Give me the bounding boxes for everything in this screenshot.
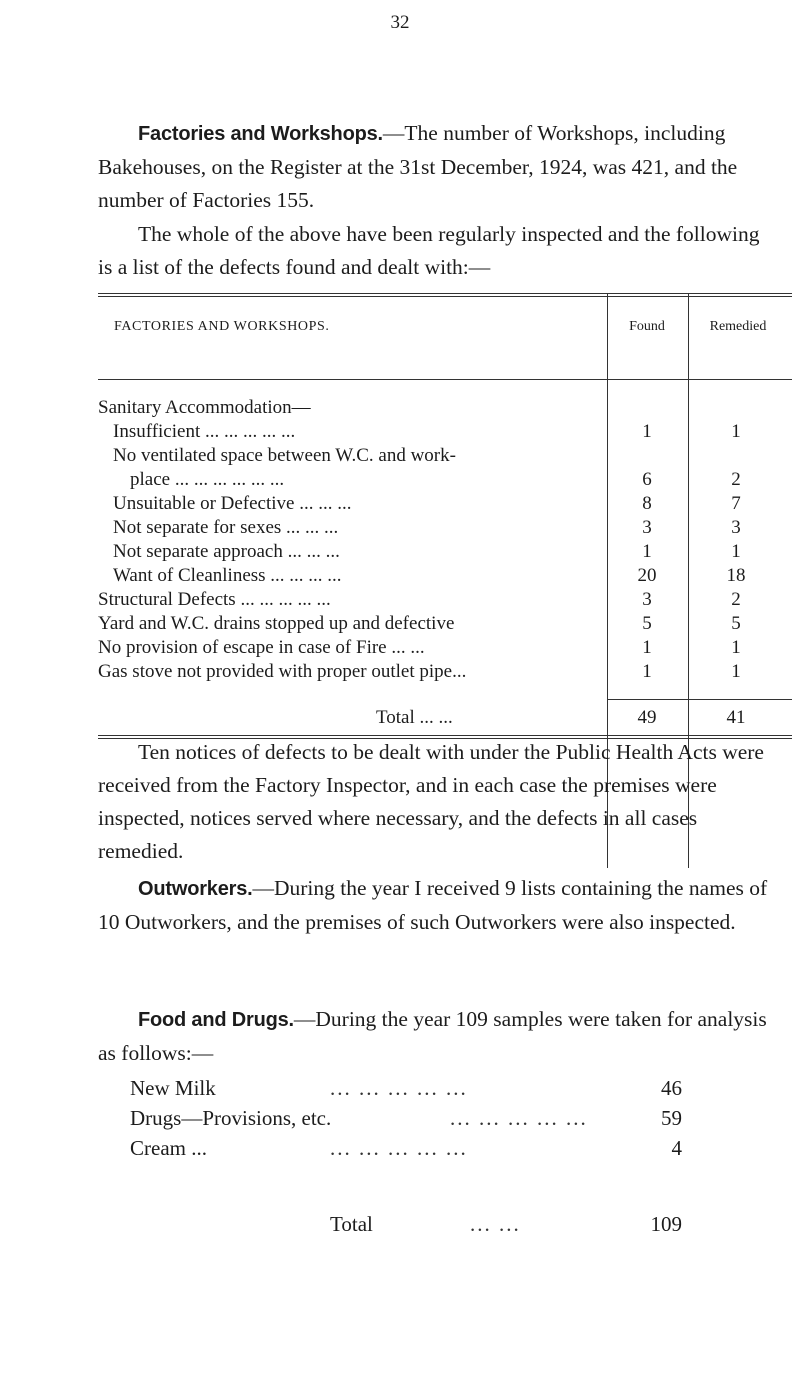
total-label: Total ... ...	[376, 707, 453, 728]
page-number: 32	[390, 12, 410, 33]
header-category: FACTORIES AND WORKSHOPS.	[114, 319, 330, 334]
intro-paragraph: The whole of the above have been regularly inspected and the following is a list of the defects found and dealt with:—	[98, 222, 760, 279]
food-item-label: Cream ...	[130, 1136, 207, 1160]
outworkers-paragraph	[98, 872, 770, 939]
row-found: 1	[642, 637, 652, 658]
factories-text: —The number of Workshops, including Bakehouses, on the Register at the 31st December, 1924, was 421, and the number of Factories 155.	[98, 121, 738, 212]
table-row	[98, 588, 792, 612]
table-row	[98, 396, 792, 420]
table-row	[98, 444, 792, 468]
row-label: Insufficient ... ... ... ... ...	[113, 421, 296, 442]
header-found: Found	[629, 319, 665, 334]
row-label: Unsuitable or Defective ... ... ...	[113, 493, 352, 514]
leader-dots: ... ... ... ... ...	[330, 1136, 468, 1160]
food-item-value: 46	[661, 1076, 682, 1100]
header-remedied: Remedied	[709, 319, 767, 334]
row-found: 6	[642, 469, 652, 490]
row-found: 20	[637, 565, 657, 586]
row-label: Structural Defects ... ... ... ... ...	[98, 589, 331, 610]
row-label: Gas stove not provided with proper outlet pipe...	[98, 661, 467, 682]
table-row	[98, 612, 792, 636]
row-found: 1	[642, 541, 652, 562]
row-label: place ... ... ... ... ... ...	[130, 469, 285, 490]
total-found: 49	[637, 707, 657, 728]
table-row	[98, 468, 792, 492]
table-total-row	[98, 706, 792, 730]
row-label: Yard and W.C. drains stopped up and defective	[98, 613, 455, 634]
row-remedied: 1	[731, 421, 741, 442]
row-found: 1	[642, 421, 652, 442]
food-item-value: 4	[671, 1136, 682, 1160]
food-item	[130, 1104, 682, 1132]
row-remedied: 1	[731, 661, 741, 682]
table-row	[98, 660, 792, 684]
row-remedied: 2	[731, 469, 741, 490]
row-found: 3	[642, 589, 652, 610]
food-text: —During the year 109 samples were taken for analysis as follows:—	[98, 1007, 767, 1065]
row-found: 5	[642, 613, 652, 634]
row-label: No provision of escape in case of Fire ... ...	[98, 637, 425, 658]
row-remedied: 3	[731, 517, 741, 538]
row-label: Not separate for sexes ... ... ...	[113, 517, 339, 538]
food-paragraph	[98, 1003, 770, 1070]
factories-paragraph	[98, 117, 770, 217]
total-remedied: 41	[726, 707, 746, 728]
row-remedied: 5	[731, 613, 741, 634]
outworkers-text: —During the year I received 9 lists containing the names of 10 Outworkers, and the premises of such Outworkers were also inspected.	[98, 876, 768, 934]
table-row	[98, 540, 792, 564]
outworkers-heading: Outworkers.	[138, 878, 253, 900]
food-item-label: Drugs—Provisions, etc.	[130, 1106, 332, 1130]
table-row	[98, 636, 792, 660]
row-label: Sanitary Accommodation—	[98, 397, 311, 418]
food-heading: Food and Drugs.	[138, 1009, 294, 1031]
food-total-value: 109	[650, 1212, 682, 1236]
row-remedied: 1	[731, 637, 741, 658]
leader-dots: ... ... ... ... ...	[450, 1106, 588, 1130]
row-found: 3	[642, 517, 652, 538]
row-label: Not separate approach ... ... ...	[113, 541, 340, 562]
row-remedied: 7	[731, 493, 741, 514]
row-label: No ventilated space between W.C. and work-	[113, 445, 456, 466]
leader-dots: ... ... ... ... ...	[330, 1076, 468, 1100]
notices-paragraph: Ten notices of defects to be dealt with under the Public Health Acts were received from the Factory Inspector, and in each case the premises were inspected, notices served where necessary, and the defects in all cases remedied.	[98, 740, 764, 863]
food-item-value: 59	[661, 1106, 682, 1130]
factories-heading: Factories and Workshops.	[138, 123, 383, 145]
row-found: 1	[642, 661, 652, 682]
table-row	[98, 492, 792, 516]
food-item	[130, 1074, 682, 1102]
table-row	[98, 516, 792, 540]
food-total-label: Total	[330, 1212, 373, 1236]
row-remedied: 1	[731, 541, 741, 562]
food-item	[130, 1134, 682, 1162]
row-label: Want of Cleanliness ... ... ... ...	[113, 565, 342, 586]
table-row	[98, 420, 792, 444]
row-remedied: 2	[731, 589, 741, 610]
food-total: Total ... ... 109	[330, 1212, 682, 1236]
food-item-label: New Milk	[130, 1076, 216, 1100]
row-remedied: 18	[726, 565, 746, 586]
row-found: 8	[642, 493, 652, 514]
table-row	[98, 564, 792, 588]
